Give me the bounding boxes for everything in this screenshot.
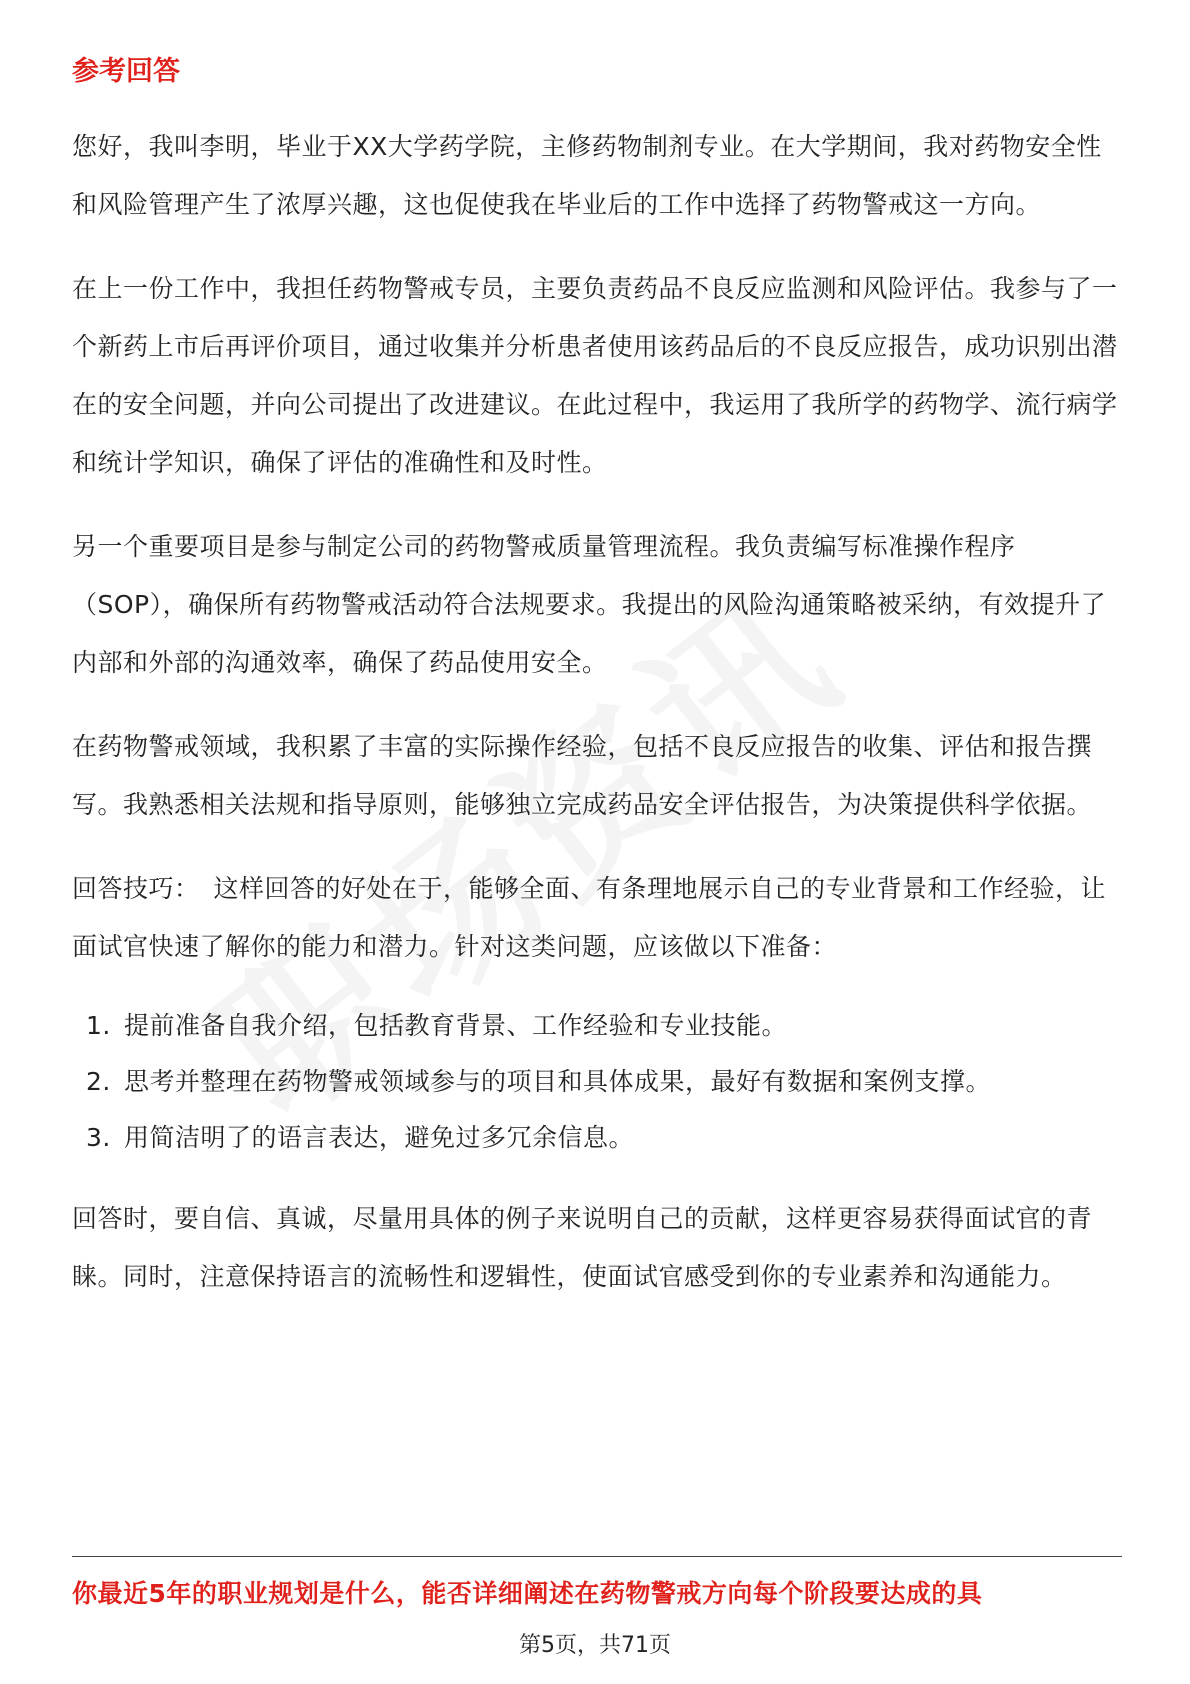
page-number: 第5页，共71页 <box>519 1633 671 1658</box>
tips-label: 回答技巧： <box>72 874 200 903</box>
tips-paragraph <box>72 860 1122 976</box>
paragraph-project: 另一个重要项目是参与制定公司的药物警戒质量管理流程。我负责编写标准操作程序（SOP），确保所有药物警戒活动符合法规要求。我提出的风险沟通策略被采纳，有效提升了内部和外部的沟通效率，确保了药品使用安全。 <box>72 532 1107 677</box>
list-item-number: 3. <box>86 1123 111 1152</box>
list-item-number: 2. <box>86 1067 111 1096</box>
list-item-number: 1. <box>86 1011 111 1040</box>
next-question-heading: 你最近5年的职业规划是什么，能否详细阐述在药物警戒方向每个阶段要达成的具 <box>72 1579 983 1608</box>
paragraph-closing: 回答时，要自信、真诚，尽量用具体的例子来说明自己的贡献，这样更容易获得面试官的青睐。同时，注意保持语言的流畅性和逻辑性，使面试官感受到你的专业素养和沟通能力。 <box>72 1204 1093 1291</box>
section-divider <box>72 1556 1122 1557</box>
paragraph-intro: 您好，我叫李明，毕业于XX大学药学院，主修药物制剂专业。在大学期间，我对药物安全性和风险管理产生了浓厚兴趣，这也促使我在毕业后的工作中选择了药物警戒这一方向。 <box>72 132 1102 219</box>
list-item-text: 用简洁明了的语言表达，避免过多冗余信息。 <box>124 1123 635 1152</box>
list-item <box>72 998 1122 1054</box>
answer-content <box>72 52 1122 1332</box>
tips-intro: 这样回答的好处在于，能够全面、有条理地展示自己的专业背景和工作经验，让面试官快速了解你的能力和潜力。针对这类问题，应该做以下准备： <box>72 874 1107 961</box>
paragraph-previous-job: 在上一份工作中，我担任药物警戒专员，主要负责药品不良反应监测和风险评估。我参与了一个新药上市后再评价项目，通过收集并分析患者使用该药品后的不良反应报告，成功识别出潜在的安全问题，并向公司提出了改进建议。在此过程中，我运用了我所学的药物学、流行病学和统计学知识，确保了评估的准确性和及时性。 <box>72 274 1118 477</box>
paragraph-experience: 在药物警戒领域，我积累了丰富的实际操作经验，包括不良反应报告的收集、评估和报告撰写。我熟悉相关法规和指导原则，能够独立完成药品安全评估报告，为决策提供科学依据。 <box>72 732 1093 819</box>
section-title: 参考回答 <box>72 56 180 87</box>
list-item <box>72 1054 1122 1110</box>
tips-list <box>72 998 1122 1166</box>
list-item-text: 思考并整理在药物警戒领域参与的项目和具体成果，最好有数据和案例支撑。 <box>124 1067 992 1096</box>
list-item <box>72 1110 1122 1166</box>
list-item-text: 提前准备自我介绍，包括教育背景、工作经验和专业技能。 <box>124 1011 788 1040</box>
